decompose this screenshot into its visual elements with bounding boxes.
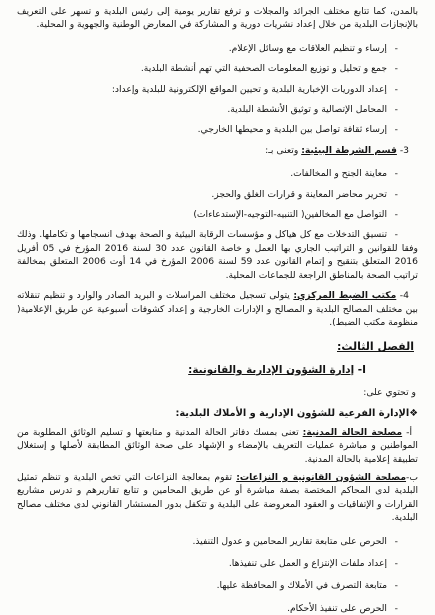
section-text: يتولى تسجيل مختلف المراسلات و البريد الصادر والوارد و تنظيم تنقلاته بين مختلف المصالح البلدية و المصالح و الإدارات الخارجية و إعداد كشوفات أسبوعية عن طريق الإعلامية( منظومة مكتب الضبط). (17, 290, 418, 328)
list-item (17, 42, 418, 55)
dash-bullet: - (394, 83, 398, 95)
list-item (17, 579, 418, 592)
list-item-text: تحرير محاضر المعاينة و قرارات الغلق والحجز. (211, 188, 387, 200)
list-item-text: متابعة التصرف في الأملاك و المحافظة عليها. (216, 580, 387, 592)
section-number: 4- (399, 290, 409, 302)
service-title: مصلحة الحالة المدنية: (302, 426, 403, 438)
service-letter: ب- (406, 471, 418, 483)
list-item-text: إرساء ثقافة تواصل بين البلدية و محيطها الخارجي. (197, 124, 387, 136)
diamond-bullet-icon: ❖ (409, 407, 418, 419)
dash-bullet: - (394, 557, 398, 569)
dash-bullet: - (394, 209, 398, 221)
service-letter: أ- (406, 426, 413, 438)
chapter-heading: الفصل الثالث: (337, 340, 414, 354)
central-registry-paragraph (17, 289, 418, 329)
environmental-police-heading (17, 144, 418, 157)
dash-bullet: - (394, 63, 398, 75)
legal-tasks-list (17, 535, 418, 615)
list-item-text: الحرص على تنفيذ الأحكام. (287, 602, 387, 614)
dash-bullet: - (394, 168, 398, 180)
legal-affairs-service (17, 471, 418, 525)
dash-bullet: - (394, 124, 398, 136)
list-item (17, 208, 418, 221)
list-item (17, 228, 418, 282)
section-title: مكتب الضبط المركزي: (293, 290, 397, 302)
environmental-police-tasks-list (17, 167, 418, 282)
list-item (17, 123, 418, 136)
subdirectorate-title: الإدارة الفرعية للشؤون الإدارية و الأملاك البلدية: (175, 407, 410, 419)
service-title: مصلحة الشؤون القانونية و النزاعات: (236, 471, 407, 483)
subdirectorate-heading (17, 406, 418, 421)
list-item-text: جمع و تحليل و توزيع المعلومات الصحفية التي تهم أنشطة البلدية. (140, 63, 387, 75)
dash-bullet: - (394, 104, 398, 116)
list-item (17, 188, 418, 201)
list-item (17, 62, 418, 75)
list-item-text: معاينة الجنح و المخالفات. (290, 168, 387, 180)
list-item (17, 103, 418, 116)
list-item (17, 83, 418, 96)
service-text: تعنى بمسك دفاتر الحالة المدنية و متابعتها و تسليم الوثائق المطلوبة من المواطنين و مباشرة عمليات التعريف بالإمضاء و الإشهاد على صحة الوثائق المطابقة لأصلها و إستغلال تطبيقة إعلامية بالحالة المدنية. (17, 426, 418, 465)
list-item-text: إعداد ملفات الإنتزاع و العمل على تنفيذها. (228, 557, 387, 569)
section-title: قسم الشرطة البيئية: (301, 144, 397, 156)
list-item-text: الحرص على متابعة تقارير المحامين و عدول التنفيذ. (192, 535, 387, 547)
list-item-text: التواصل مع المخالفين( التنبيه-التوجيه-الإستدعاءات) (193, 209, 387, 221)
media-tasks-list (17, 42, 418, 137)
contains-label: و تحتوي على: (363, 387, 416, 399)
list-item-text: إعداد الدوريات الإخبارية البلدية و تحيين المواقع الإلكترونية للبلدية وإعداد: (111, 83, 387, 95)
list-item-text: المحامل الإتصالية و توثيق الأنشطة البلدية. (227, 104, 387, 116)
service-text: تقوم بمعالجة النزاعات التي تخص البلدية و تنظم تمثيل البلدية لدى المحاكم المختصة بصفة مباشرة أو عن طريق المحامين و تتابع تقاريرهم و تدرس مشاريع القرارات و الإتفاقيات و العقود المعروضة على البلدية و تتكفل بدور المستشار القانوني لدى مختلف مصالح البلدية. (17, 471, 418, 524)
dash-bullet: - (394, 188, 398, 200)
intro-paragraph: بالمدن، كما تتابع مختلف الجرائد والمجلات و ترفع تقارير يومية إلى رئيس البلدية و تسهر على التعريف بالإنجازات البلدية من خلال إعداد نشريات دورية و المشاركة في المعارض الوطنية والجهوية و المحلية. (17, 6, 418, 31)
section-number: I- (357, 364, 366, 377)
dash-bullet: - (394, 580, 398, 592)
section-heading (17, 363, 418, 378)
list-item-text: إرساء و تنظيم العلاقات مع وسائل الإعلام. (228, 42, 387, 54)
list-item (17, 557, 418, 570)
dash-bullet: - (394, 602, 398, 614)
dash-bullet: - (394, 42, 398, 54)
section-number: 3- (399, 144, 409, 156)
list-item (17, 535, 418, 548)
dash-bullet: - (394, 229, 398, 241)
list-item-text: تنسيق التدخلات مع كل هياكل و مؤسسات الرقابة البيئية و الصحة بهدف انسجامها و تكاملها. وذلك وفقا للقوانين و التراتيب الجاري بها العمل و خاصة القانون عدد 30 لسنة 2016 المؤرخ في 05 أفريل 2016 المتعلق بتنقيح و إتمام القانون عدد 59 لسنة 2006 المؤرخ في 14 أوت 2006 المتعلق بمخالفة تراتيب الصحة بالمناطق الراجعة للجماعات المحلية. (17, 229, 418, 281)
section-title: إدارة الشؤون الإدارية والقانونية: (188, 364, 355, 377)
civil-status-service (17, 426, 418, 466)
dash-bullet: - (394, 535, 398, 547)
list-item (17, 602, 418, 615)
list-item (17, 167, 418, 180)
section-intro: وتعنى بـ: (265, 144, 299, 156)
